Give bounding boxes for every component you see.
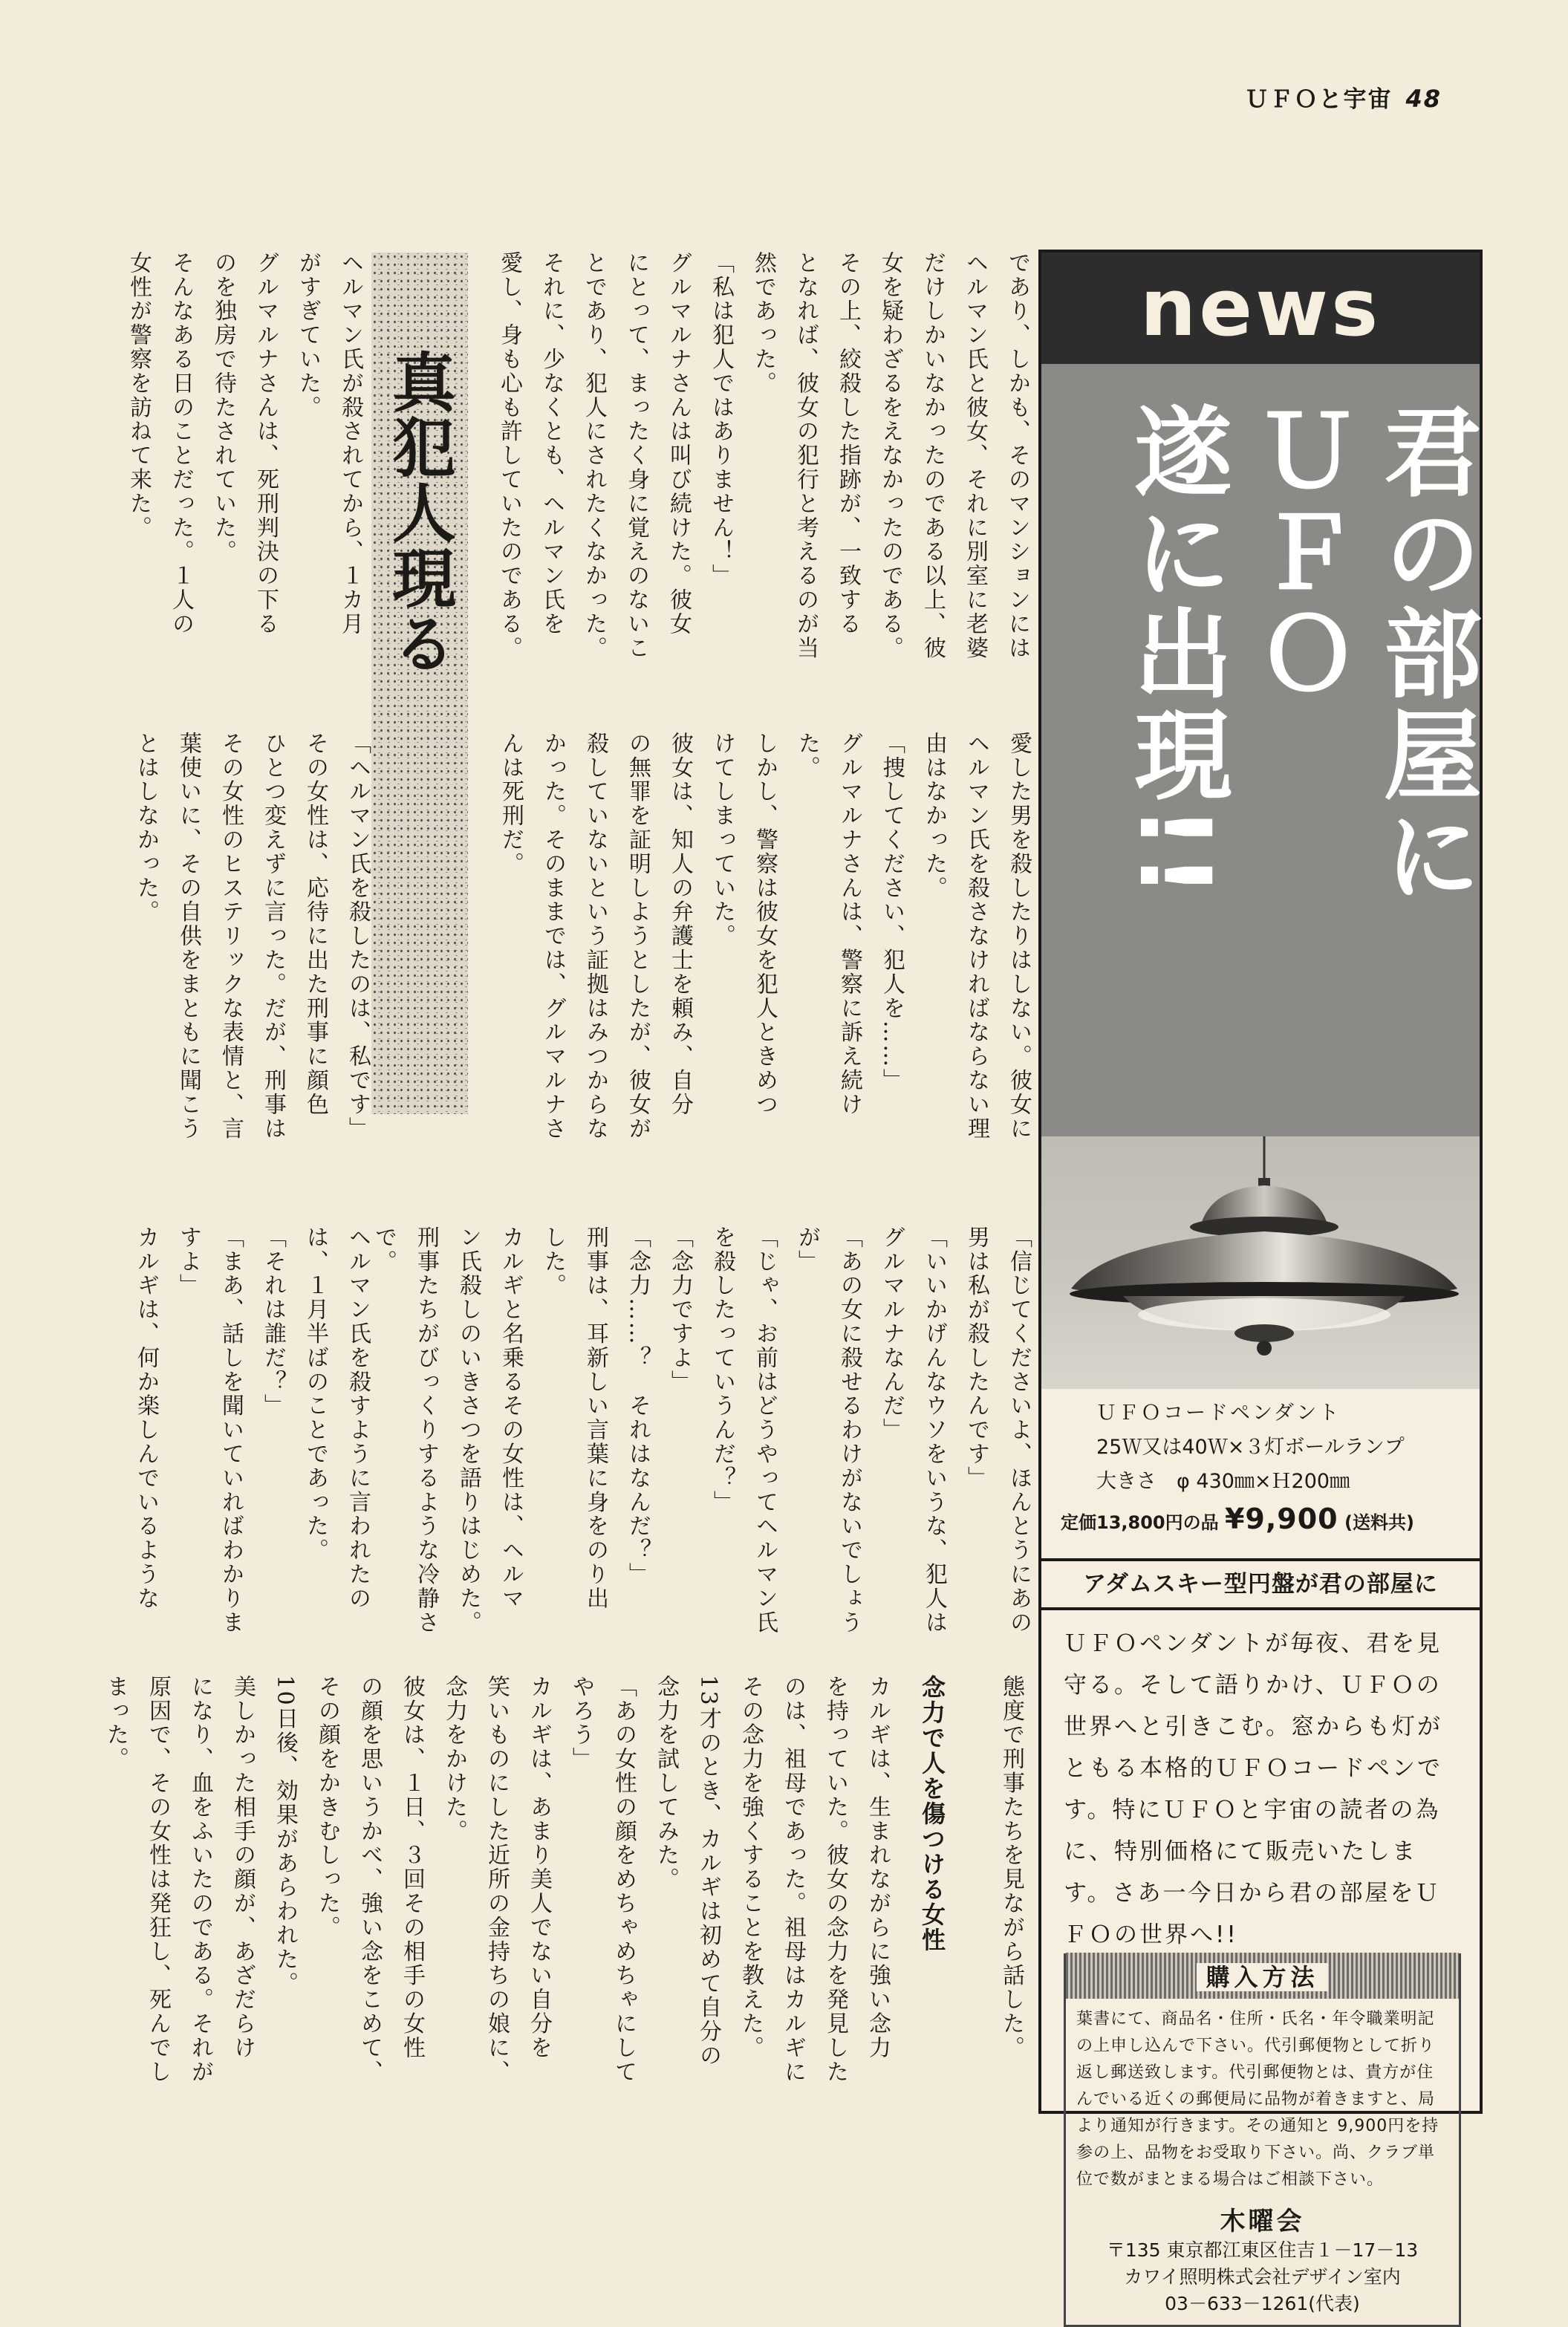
price-prefix: 定価13,800円の品 <box>1061 1512 1219 1533</box>
article-column-1: であり、しかも、そのマンションには ヘルマン氏と彼女、それに別室に老婆 だけしかいなかったのである以上、彼 女を疑わざるをえなかったのである。 その上、絞殺した指跡が、一致する となれば、彼女の犯行と考えるのが当 然であった。 「私は犯人ではありません！」 グルマルナさんは叫び続けた。彼女 にとって、まったく身に覚えのないこ とであり、犯人にされたくなかった。 それに、少なくとも、ヘルマン氏を 愛し、身も心も許していたのである。 <box>496 251 1030 660</box>
address-line-1: 〒135 東京都江東区住吉１－17－13 <box>1106 2239 1419 2261</box>
headline-line-1: 君の部屋に <box>1367 401 1481 906</box>
page-header <box>1245 80 1442 114</box>
ufo-pendant-advertisement <box>1038 250 1483 2314</box>
ad-headline <box>1041 364 1480 1136</box>
purchase-method-title-text: 購入方法 <box>1197 1963 1327 1991</box>
phone-number: 03－633－1261(代表) <box>1165 2293 1360 2314</box>
article-column-8: カルギは、生まれながらに強い念力 を持っていた。彼女の念力を発見した のは、祖母であった。祖母はカルギに その念力を強くすることを教えた。 13才のとき、カルギは初めて自分の 念力を試してみた。 「あの女性の顔をめちゃめちゃにして やろう」 カルギは、あまり美人でない自分を 笑いものにした近所の金持ちの娘に、 念力をかけた。 彼女は、１日、３回その相手の女性 の顔を思いうかべ、強い念をこめて、 その顔をかきむしった。 10日後、効果があらわれた。 美しかった相手の顔が、あざだらけ になり、血をふいたのである。それが 原因で、その女性は発狂し、死んでし まった。 <box>103 1675 891 2084</box>
article-heading: 真犯人現る <box>381 349 455 676</box>
spec-size: 大きさ φ 430㎜×Ｈ200㎜ <box>1096 1470 1350 1493</box>
headline-line-3: 遂に出現!! <box>1117 401 1232 901</box>
news-logo: news <box>1041 253 1480 364</box>
purchase-method-title <box>1066 1953 1459 1999</box>
price-line <box>1061 1502 1465 1540</box>
publisher-name: 木曜会 <box>1220 2207 1305 2236</box>
article-column-7: 態度で刑事たちを見ながら話した。 <box>998 1675 1024 2060</box>
article-column-3: 愛した男を殺したりはしない。彼女に ヘルマン氏を殺さなければならない理 由はなかった。 「捜してください、犯人を……」 グルマルナさんは、警察に訴え続け た。 しかし、警察は彼女を犯人ときめつ けてしまっていた。 彼女は、知人の弁護士を頼み、自分 の無罪を証明しようとしたが、彼女が 殺していないという証拠はみつからな かった。そのままでは、グルマルナさ んは死刑だ。 <box>498 732 1032 1141</box>
article-column-4: 「ヘルマン氏を殺したのは、私です」 その女性は、応待に出た刑事に顔色 ひとつ変えずに言った。だが、刑事は その女性のヒステリックな表情と、言 葉使いに、その自供をまともに聞こう とはしなかった。 <box>133 732 371 1141</box>
article-column-2: ヘルマン氏が殺されてから、１カ月 がすぎていた。 グルマルナさんは、死刑判決の下る のを独房で待たされていた。 そんなある日のことだった。１人の 女性が警察を訪ねて来た。 <box>126 251 363 637</box>
ad-tagline: アダムスキー型円盤が君の部屋に <box>1041 1558 1480 1610</box>
product-spec <box>1061 1396 1465 1540</box>
headline-line-2: ＵＦＯ <box>1242 401 1356 704</box>
purchase-method-box <box>1064 1953 1461 2327</box>
spec-lamp: 25Ｗ又は40Ｗ×３灯ボールランプ <box>1096 1436 1405 1459</box>
magazine-title: ＵＦＯと宇宙 <box>1245 86 1393 113</box>
price: ¥9,900 <box>1224 1503 1338 1535</box>
article-column-6: ヘルマン氏を殺すように言われたの は、１月半ばのことであった。 「それは誰だ？」 「まあ、話しを聞いていればわかりま すよ」 カルギは、何か楽しんでいるような <box>133 1226 371 1635</box>
purchase-method-text: 葉書にて、商品名・住所・氏名・年令職業明記の上申し込んで下さい。代引郵便物として折り返し郵送致します。代引郵便物とは、貴方が住んでいる近くの郵便局に品物が着きますと、局より通知が行きます。その通知と 9,900円を持参の上、品物をお受取り下さい。尚、クラブ単位で数がまとまる場合はご相談下さい。 <box>1076 2010 1439 2189</box>
ufo-lamp-illustration <box>1041 1136 1480 1389</box>
price-note: (送料共) <box>1344 1512 1414 1533</box>
address-line-2: カワイ照明株式会社デザイン室内 <box>1124 2266 1401 2288</box>
ufo-pendant-photo <box>1041 1136 1480 1389</box>
page-number: 48 <box>1405 85 1442 113</box>
article-subheading: 念力で人を傷つける女性 <box>918 1675 946 1953</box>
ad-body-text: ＵＦＯペンダントが毎夜、君を見守る。そして語りかけ、ＵＦＯの世界へと引きこむ。窓からも灯がともる本格的ＵＦＯコードペンです。特にＵＦＯと宇宙の読者の為に、特別価格にて販売いたします。さあ一今日から君の部屋をＵＦＯの世界へ!! <box>1064 1630 1442 1948</box>
product-name: ＵＦＯコードペンダント <box>1096 1402 1341 1425</box>
article-column-5: 「信じてくださいよ、ほんとうにあの 男は私が殺したんです」 「いいかげんなウソをいうな、犯人は グルマルナなんだ」 「あの女に殺せるわけがないでしょう が」 「じゃ、お前はどうやってヘルマン氏 を殺したっていうんだ？」 「念力ですよ」 「念力……？ それはなんだ？」 刑事は、耳新しい言葉に身をのり出 した。 カルギと名乗るその女性は、ヘルマ ン氏殺しのいきさつを語りはじめた。 刑事たちがびっくりするような冷静さ で。 <box>371 1226 1032 1635</box>
